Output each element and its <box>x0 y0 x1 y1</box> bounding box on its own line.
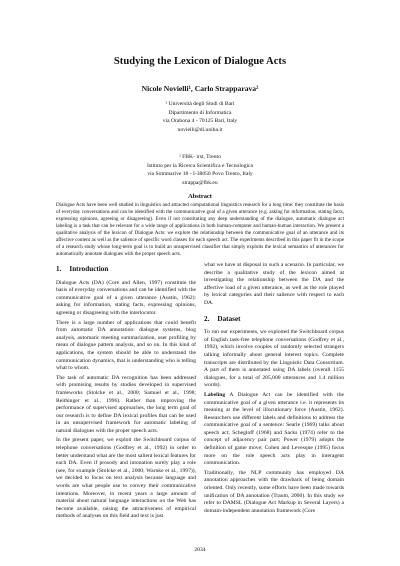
affiliation-1 <box>0 100 400 134</box>
section-heading-dataset <box>204 316 344 324</box>
affiliation-2-line: Istituto per la Ricerca Scientifica e Tecnologica <box>146 162 254 169</box>
affiliation-2-line: ² FBK- irst, Trento <box>179 154 221 160</box>
section-number: 1. <box>56 265 62 273</box>
labeling-paragraph <box>204 392 344 468</box>
abstract-heading: Abstract <box>188 193 212 200</box>
page-number: 2034 <box>194 547 206 553</box>
affiliation-2-line: via Sommarive 18 - I-38050 Povo Trento, Italy <box>147 171 253 178</box>
affiliation-1-line: via Orabona 4 - 70125 Bari, Italy <box>162 118 238 125</box>
section-heading-introduction <box>56 266 196 274</box>
section-title: Introduction <box>69 265 109 273</box>
section-number: 2. <box>204 314 210 323</box>
paragraph-label: Labeling <box>204 391 226 398</box>
paragraph: The task of automatic DA recognition has been addressed with promising results by studies developed in supervised frameworks (Stolcke et al., 2000; Samuel et al., 1998; Reithinger et al., 1996). Rather than improving the performance of supervised approaches, the long term goal of our research is to define DA lexical profiles that can be used in an unsupervised framework for automatic labeling of natural dialogues with the proper speech acts. <box>56 374 196 434</box>
section-title: Dataset <box>217 314 241 323</box>
right-column <box>204 262 344 517</box>
abstract-text: Dialogue Acts have been well studied in linguistics and attracted computational linguistics research for a long time: they constitute the basis of everyday conversations and can be identified with the communicative goal of a given utterance (e.g. asking for information, stating facts, expressing opinions, agreeing or disagreeing). Even if not constituting any deep understanding of the dialogue, automatic dialogue act labeling is a task that can be relevant for a wide range of applications in both human-computer and human-human interaction. We present a qualitative analysis of the lexicon of Dialogue Acts: we explore the relationship between the communicative goal of an utterance and its affective content as well as the salience of specific word classes for each speech act. The experiments described in this paper fit in the scope of a research study whose long-term goal is to build an unsupervised classifier that simply exploits the lexical semantics of utterances for automatically annotate dialogues with the proper speech acts. <box>56 202 344 257</box>
labeling-text: A Dialogue Act can be identified with the communicative goal of a given utterance i.e. it represents its meaning at the level of illocutionary force (Austin, 1962). Researchers use different labels and definitions to address the communicative goal of a sentence: Searle (1969) talks about speech act; Schegloff (1968) and Sacks (1974) refer to the concept of adjacency pair part; Power (1979) adopts the definition of game move; Cohen and Levesque (1995) focus more on the role speech acts play in interagent communication. <box>204 391 344 467</box>
paragraph: Traditionally, the NLP community has employed DA annotation approaches with the drawback of being domain oriented. Only recently, some efforts have been made towards unification of DA annotation (Traum, 2000). In this study we refer to DAMSL (Dialogue Act Markup in Several Layers) a domain-independent annotation framework (Core <box>204 469 344 514</box>
affiliation-2 <box>0 153 400 187</box>
paragraph: what we have at disposal in such a scenario. In particular, we describe a qualitative study of the lexicon aimed at investigating the relationship between the DA and the affective load of a given utterance, as well as the role played by lexical categories and their salience with respect to each DA. <box>204 262 344 306</box>
paper-title: Studying the Lexicon of Dialogue Acts <box>113 56 287 67</box>
paragraph: There is a large number of applications that could benefit from automatic DA annotation: dialogue systems, blog analysis, automatic meeting summarization, user profiling by mean of dialogue pattern analysis, and so on. In this kind of applications, the system should be able to understand the communication dynamics, that is understanding who is telling what to whom. <box>56 319 196 372</box>
paragraph: Dialogue Acts (DA) (Core and Allen, 1997) constitute the basis of everyday conversations and can be identified with the communicative goal of a given utterance (Austin, 1962): asking for information, stating facts, expressing opinions, agreeing or disagreeing with the interlocutor. <box>56 279 196 316</box>
affiliation-1-line: Dipartimento di Informatica <box>168 109 232 116</box>
author-list: Nicole Novielli¹, Carlo Strapparava² <box>141 84 259 93</box>
paragraph: In the present paper, we exploit the Switchboard corpus of telephone conversations (Godfrey et al., 1992) in order to better understand what are the most salient lexical features for each DA. Even if prosody and intonation surely play a role (see, for example (Stolcke et al., 2000; Warnke et al., 1997)), we decided to focus on text analysis because language and words are what people use to convey their communicative intentions. Moreover, in recent years a large amount of material about natural language interactions on the Web has become available, raising the attractiveness of empirical methods of analyses on this field and text is just <box>56 437 196 520</box>
affiliation-2-email: strappa@fbk.eu <box>182 179 218 186</box>
left-column <box>56 262 196 523</box>
paragraph: To run our experiments, we exploited the Switchboard corpus of English task-free telephone conversations (Godfrey et al., 1992), which involve couples of randomly selected strangers talking informally about general interest topics. Complete transcripts are distributed by the Linguistic Data Consortium. A part of them is annotated using DA labels (overall 1155 dialogues, for a total of 205,000 utterances and 1.4 million words). <box>204 329 344 389</box>
affiliation-1-line: ¹ Università degli Studi di Bari <box>165 101 235 107</box>
affiliation-1-email: novielli@di.uniba.it <box>177 126 223 133</box>
